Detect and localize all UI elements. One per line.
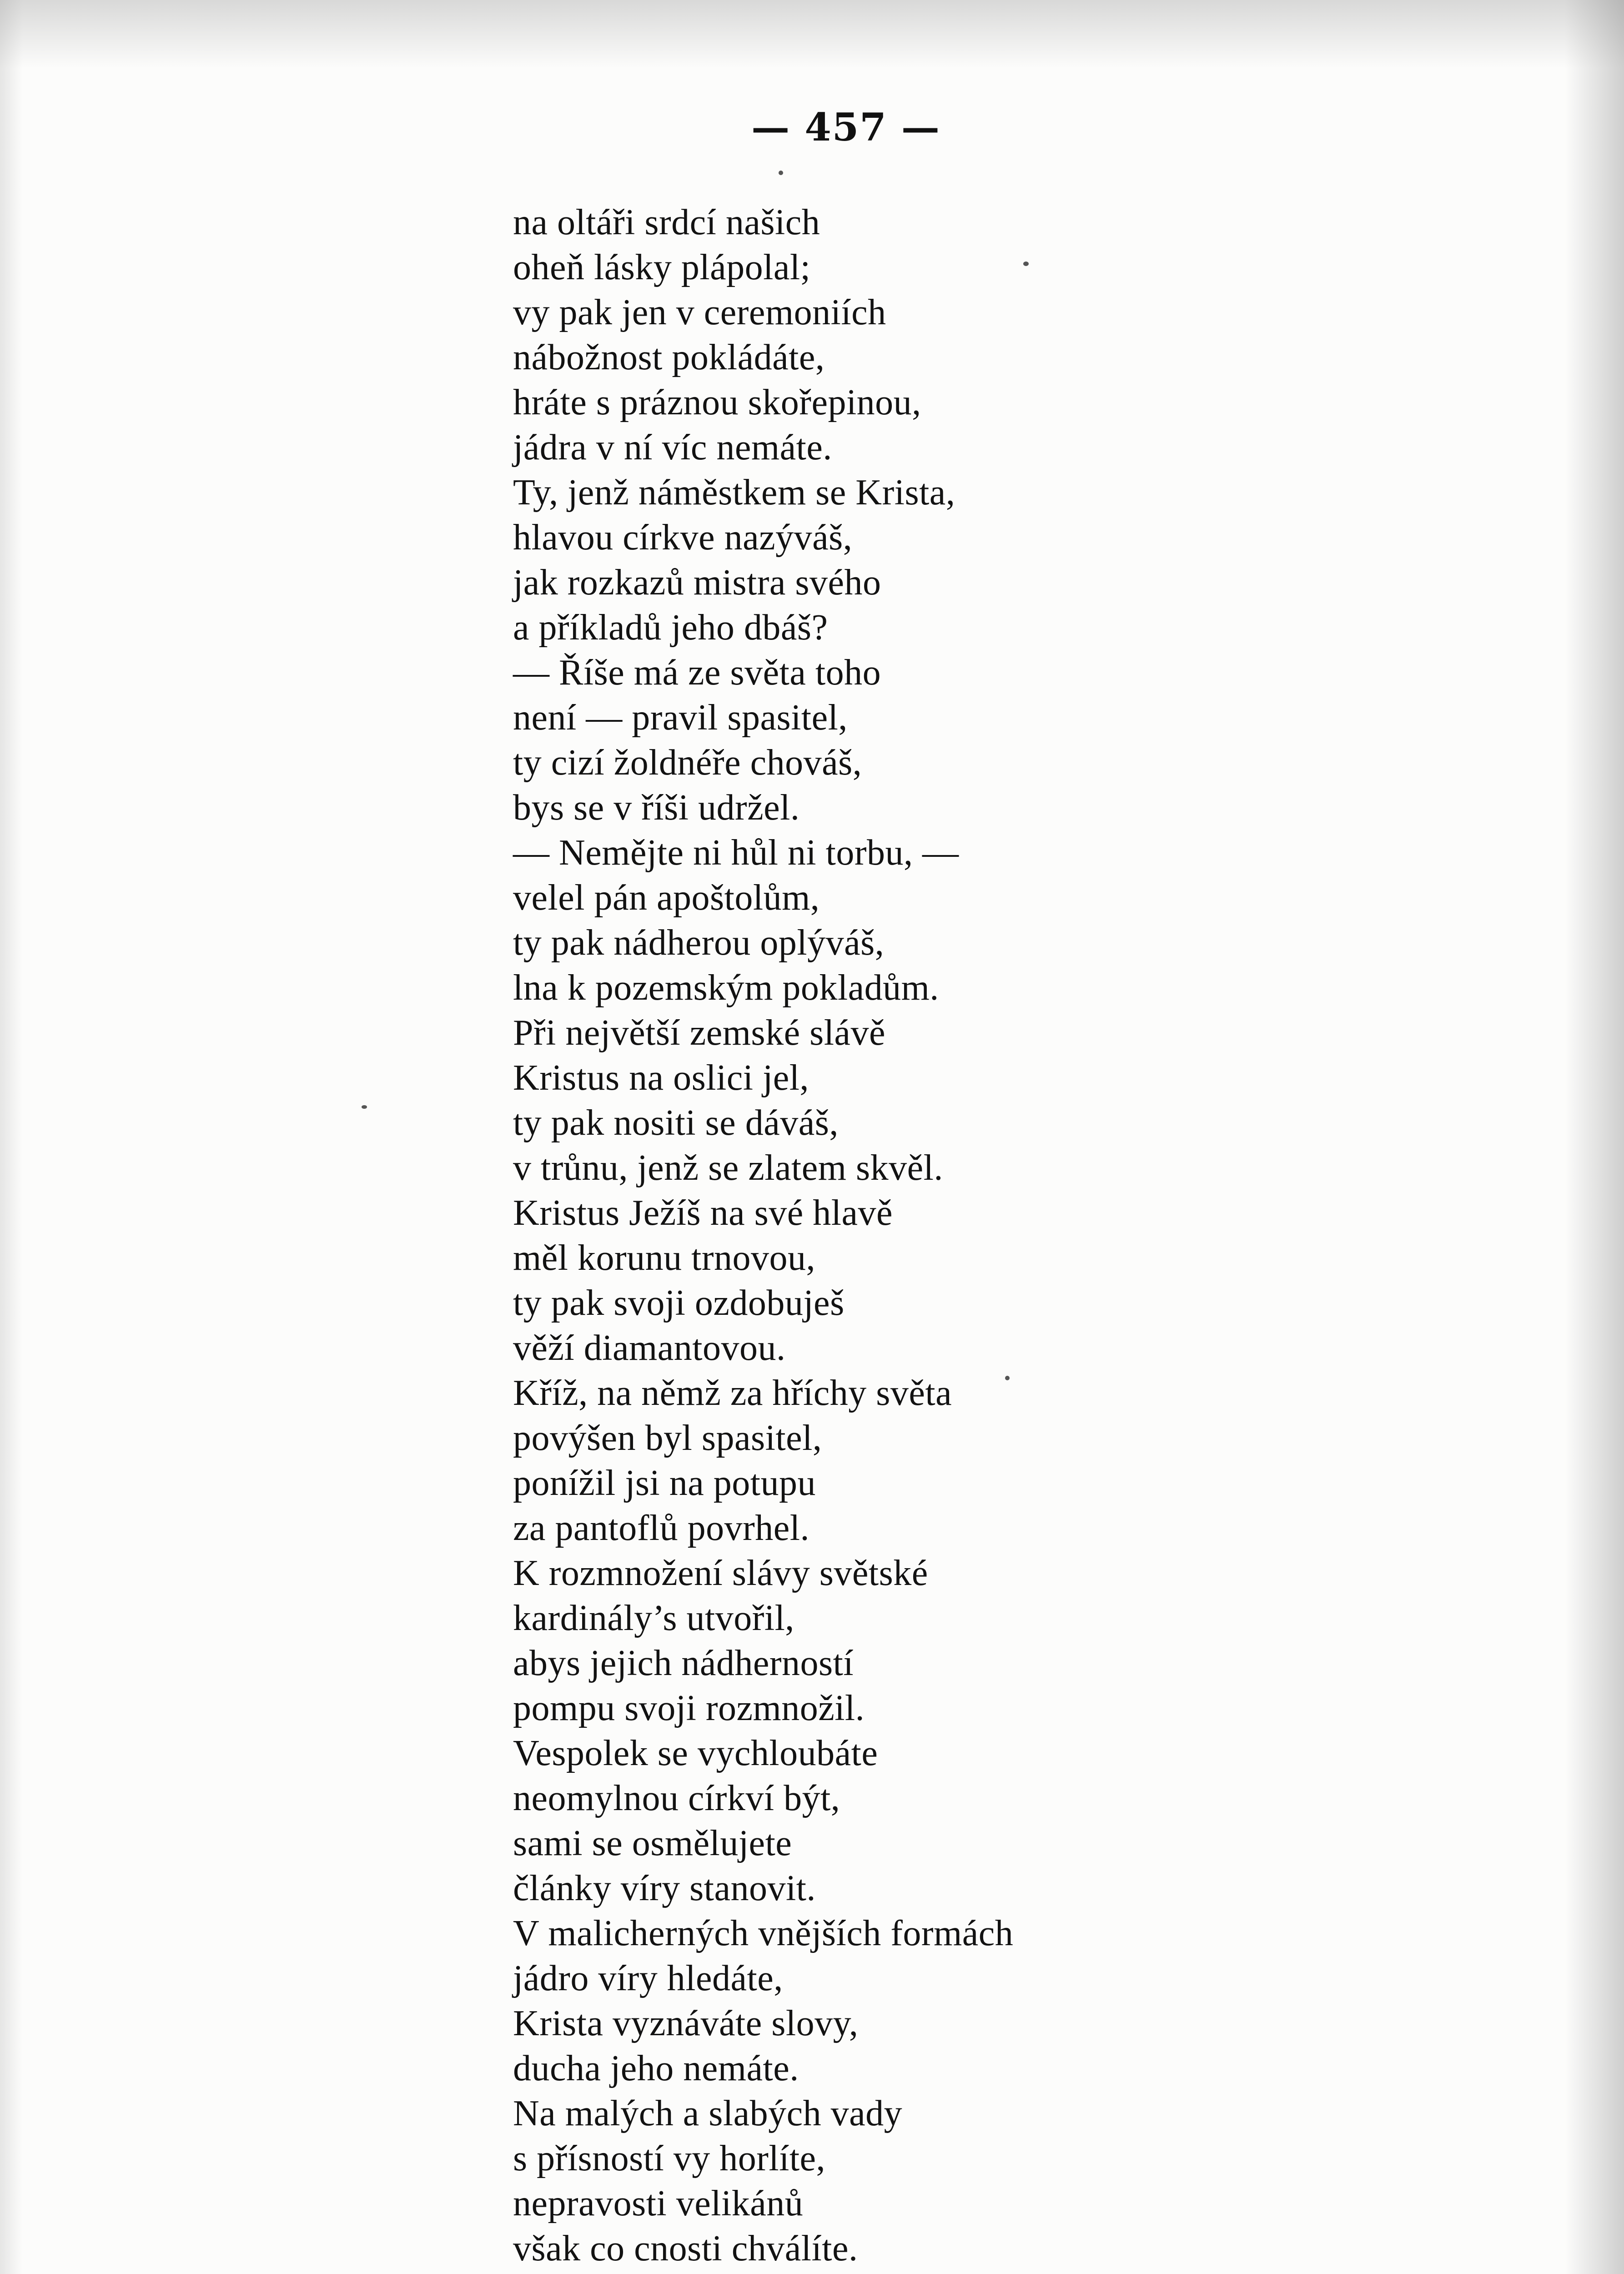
- poem-line: sami se osmělujete: [513, 1823, 792, 1863]
- poem-line: Ty, jenž náměstkem se Krista,: [513, 473, 955, 513]
- page-number: — 457 —: [751, 105, 940, 150]
- poem-line: Vespolek se vychloubáte: [513, 1733, 878, 1773]
- poem-line: měl korunu trnovou,: [513, 1238, 815, 1278]
- poem-line: — Nemějte ni hůl ni torbu, —: [513, 833, 959, 873]
- poem-line: bys se v říši udržel.: [513, 788, 800, 828]
- poem-line: nábožnost pokládáte,: [513, 337, 825, 377]
- poem-line: ty pak nádherou oplýváš,: [513, 923, 885, 963]
- poem-line: vy pak jen v ceremoniích: [513, 292, 886, 332]
- poem-line: Na malých a slabých vady: [513, 2093, 903, 2133]
- poem-line: za pantoflů povrhel.: [513, 1508, 809, 1548]
- poem-line: věží diamantovou.: [513, 1328, 786, 1368]
- poem-line: V malicherných vnějších formách: [513, 1913, 1014, 1953]
- poem-line: abys jejich nádherností: [513, 1643, 854, 1683]
- poem-line: Kříž, na němž za hříchy světa: [513, 1373, 952, 1413]
- poem-line: povýšen byl spasitel,: [513, 1418, 822, 1458]
- poem-line: — Říše má ze světa toho: [513, 653, 881, 693]
- poem-line: však co cnosti chválíte.: [513, 2229, 858, 2269]
- poem-line: v trůnu, jenž se zlatem skvěl.: [513, 1148, 943, 1188]
- poem-line: ty cizí žoldnéře chováš,: [513, 743, 862, 783]
- poem-line: neomylnou církví být,: [513, 1778, 840, 1818]
- poem-line: Při největší zemské slávě: [513, 1013, 885, 1053]
- scan-speck: [362, 1105, 367, 1109]
- poem-line: [513, 2271, 1559, 2274]
- poem-line: ty pak svoji ozdobuješ: [513, 1283, 845, 1323]
- poem-line: kardinály’s utvořil,: [513, 1598, 794, 1638]
- poem-line: oheň lásky plápolal;: [513, 247, 811, 287]
- poem-line: ponížil jsi na potupu: [513, 1463, 816, 1503]
- scan-shadow-top: [0, 0, 1624, 68]
- poem-line: na oltáři srdcí našich: [513, 202, 820, 242]
- poem-line: pompu svoji rozmnožil.: [513, 1688, 865, 1728]
- poem-line: hráte s práznou skořepinou,: [513, 382, 921, 423]
- poem-line: články víry stanovit.: [513, 1868, 816, 1908]
- poem-line: ducha jeho nemáte.: [513, 2048, 799, 2088]
- poem-line: jádra v ní víc nemáte.: [513, 428, 832, 468]
- poem-line: Kristus na oslici jel,: [513, 1058, 809, 1098]
- poem-text: [513, 200, 1559, 2274]
- poem-line: Krista vyznáváte slovy,: [513, 2003, 859, 2043]
- poem-line: lna k pozemským pokladům.: [513, 968, 939, 1008]
- poem-line: není — pravil spasitel,: [513, 698, 848, 738]
- poem-line: ty pak nositi se dáváš,: [513, 1103, 839, 1143]
- poem-line: hlavou církve nazýváš,: [513, 518, 853, 558]
- poem-line: a příkladů jeho dbáš?: [513, 608, 828, 648]
- scan-shadow-left: [0, 0, 23, 2274]
- poem-line: s přísností vy horlíte,: [513, 2138, 826, 2178]
- poem-line: Kristus Ježíš na své hlavě: [513, 1193, 893, 1233]
- scan-shadow-right: [1565, 0, 1624, 2274]
- scan-speck: [779, 171, 783, 175]
- poem-line: velel pán apoštolům,: [513, 878, 820, 918]
- poem-line: jak rozkazů mistra svého: [513, 563, 881, 603]
- poem-line: nepravosti velikánů: [513, 2183, 804, 2224]
- poem-line: K rozmnožení slávy světské: [513, 1553, 928, 1593]
- poem-line: jádro víry hledáte,: [513, 1958, 783, 1998]
